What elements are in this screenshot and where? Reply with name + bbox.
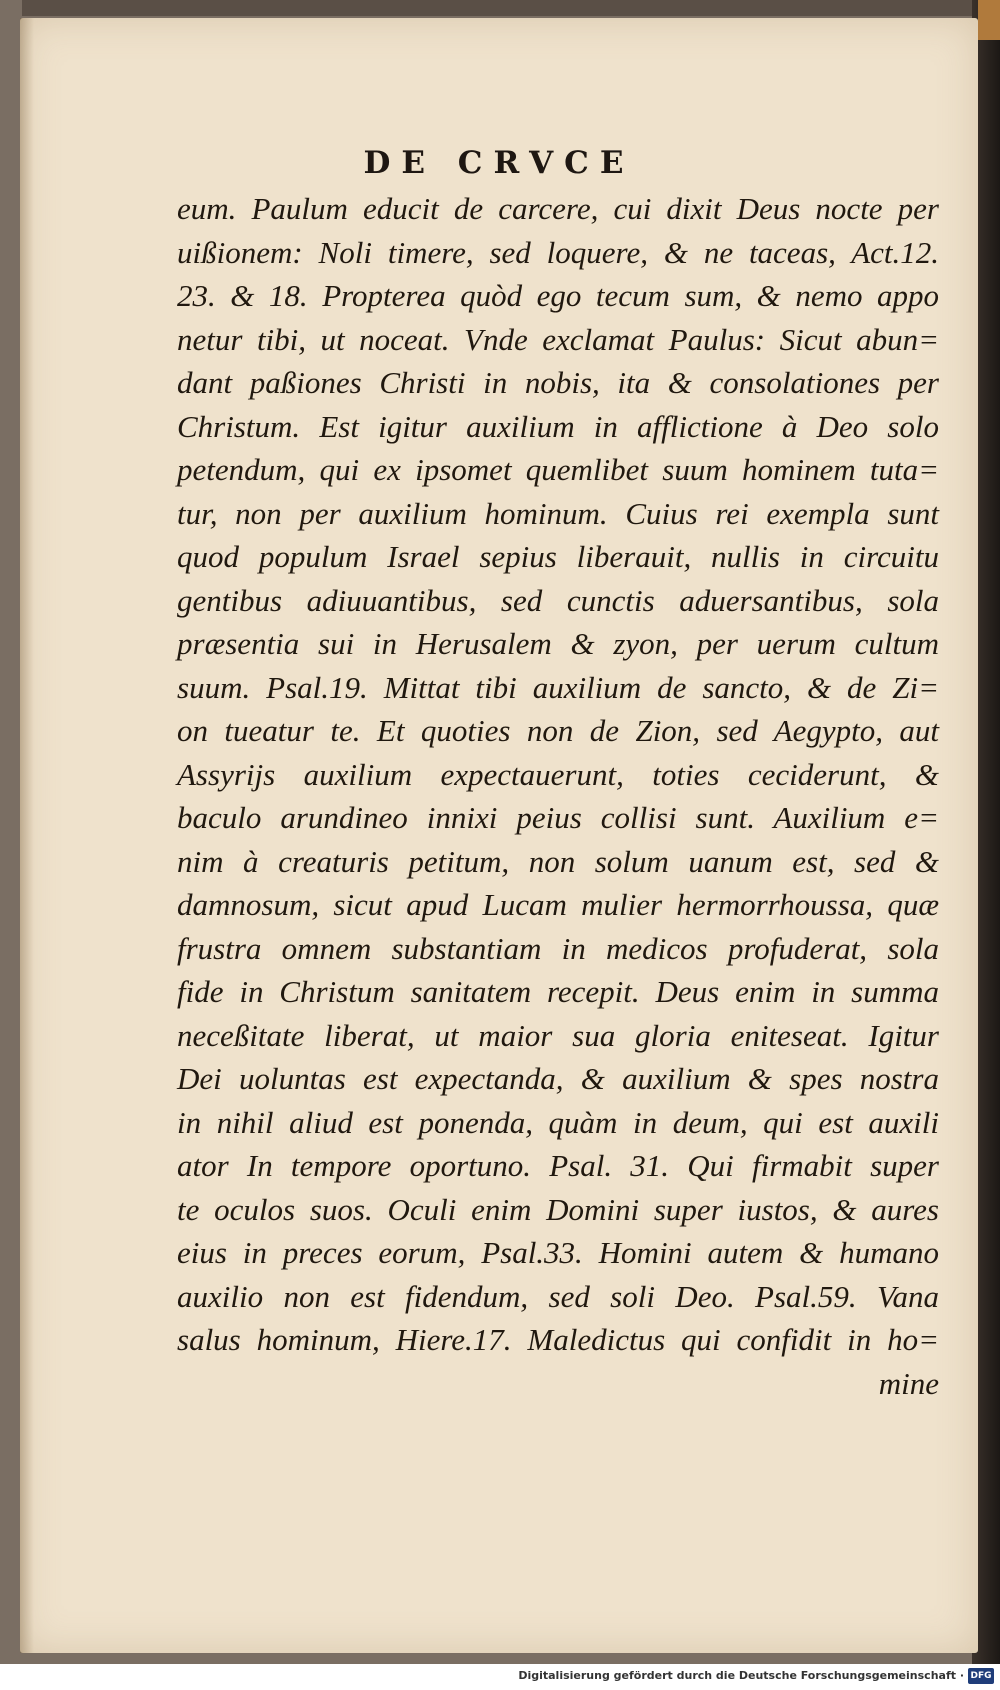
text-line: mine [878, 1365, 939, 1401]
text-line: gentibus adiuuantibus, sed cunctis aduersantibus, sola [177, 582, 939, 618]
dfg-logo: DFG [968, 1668, 994, 1684]
text-line: præsentia sui in Herusalem & zyon, per uerum cultum [177, 626, 939, 661]
text-line: on tueatur te. Et quoties non de Zion, sed Aegypto, aut [177, 713, 939, 748]
text-line: eum. Paulum educit de carcere, cui dixit Deus nocte per [177, 191, 939, 226]
text-line: tur, non per auxilium hominum. Cuius rei exempla sunt [177, 495, 939, 531]
text-line: auxilio non est fidendum, sed soli Deo. Psal.59. Vana [177, 1278, 939, 1314]
text-line: fide in Christum sanitatem recepit. Deus enim in summa [177, 974, 939, 1009]
text-line: uißionem: Noli timere, sed loquere, & ne taceas, Act.12. [177, 234, 939, 270]
text-line: te oculos suos. Oculi enim Domini super iustos, & aures [177, 1191, 939, 1227]
text-line: salus hominum, Hiere.17. Maledictus qui confidit in ho= [177, 1322, 939, 1357]
page-edge-top [22, 0, 1000, 16]
text-line: eius in preces eorum, Psal.33. Homini autem & humano [177, 1235, 939, 1270]
text-line: dant paßiones Christi in nobis, ita & consolationes per [177, 365, 939, 400]
text-line: frustra omnem substantiam in medicos profuderat, sola [177, 930, 939, 966]
text-line: 23. & 18. Propterea quòd ego tecum sum, & nemo appo [177, 278, 939, 313]
digitization-footer [0, 1664, 1000, 1690]
page-fold-shadow [20, 18, 34, 1653]
text-line: quod populum Israel sepius liberauit, nullis in circuitu [177, 539, 939, 574]
text-line: neceßitate liberat, ut maior sua gloria eniteseat. Igitur [177, 1017, 939, 1053]
book-edge-tab [978, 0, 1000, 40]
text-line: damnosum, sicut apud Lucam mulier hermorrhoussa, quæ [177, 887, 939, 922]
text-line: baculo arundineo innixi peius collisi sunt. Auxilium e= [177, 800, 939, 835]
text-line: ator In tempore oportuno. Psal. 31. Qui firmabit super [177, 1148, 939, 1183]
text-line: netur tibi, ut noceat. Vnde exclamat Paulus: Sicut abun= [177, 321, 939, 357]
footer-credit: Digitalisierung gefördert durch die Deutsche Forschungsgemeinschaft · [518, 1669, 964, 1682]
text-line: Assyrijs auxilium expectauerunt, toties ceciderunt, & [177, 756, 939, 792]
text-line: in nihil aliud est ponenda, quàm in deum, qui est auxili [177, 1104, 939, 1140]
text-line: Christum. Est igitur auxilium in afflictione à Deo solo [177, 408, 939, 444]
text-line: Dei uoluntas est expectanda, & auxilium & spes nostra [177, 1061, 939, 1096]
text-line: suum. Psal.19. Mittat tibi auxilium de sancto, & de Zi= [177, 669, 939, 705]
running-head: DE CRVCE [363, 145, 635, 181]
text-line: petendum, qui ex ipsomet quemlibet suum hominem tuta= [177, 452, 939, 487]
text-line: nim à creaturis petitum, non solum uanum est, sed & [177, 843, 939, 879]
